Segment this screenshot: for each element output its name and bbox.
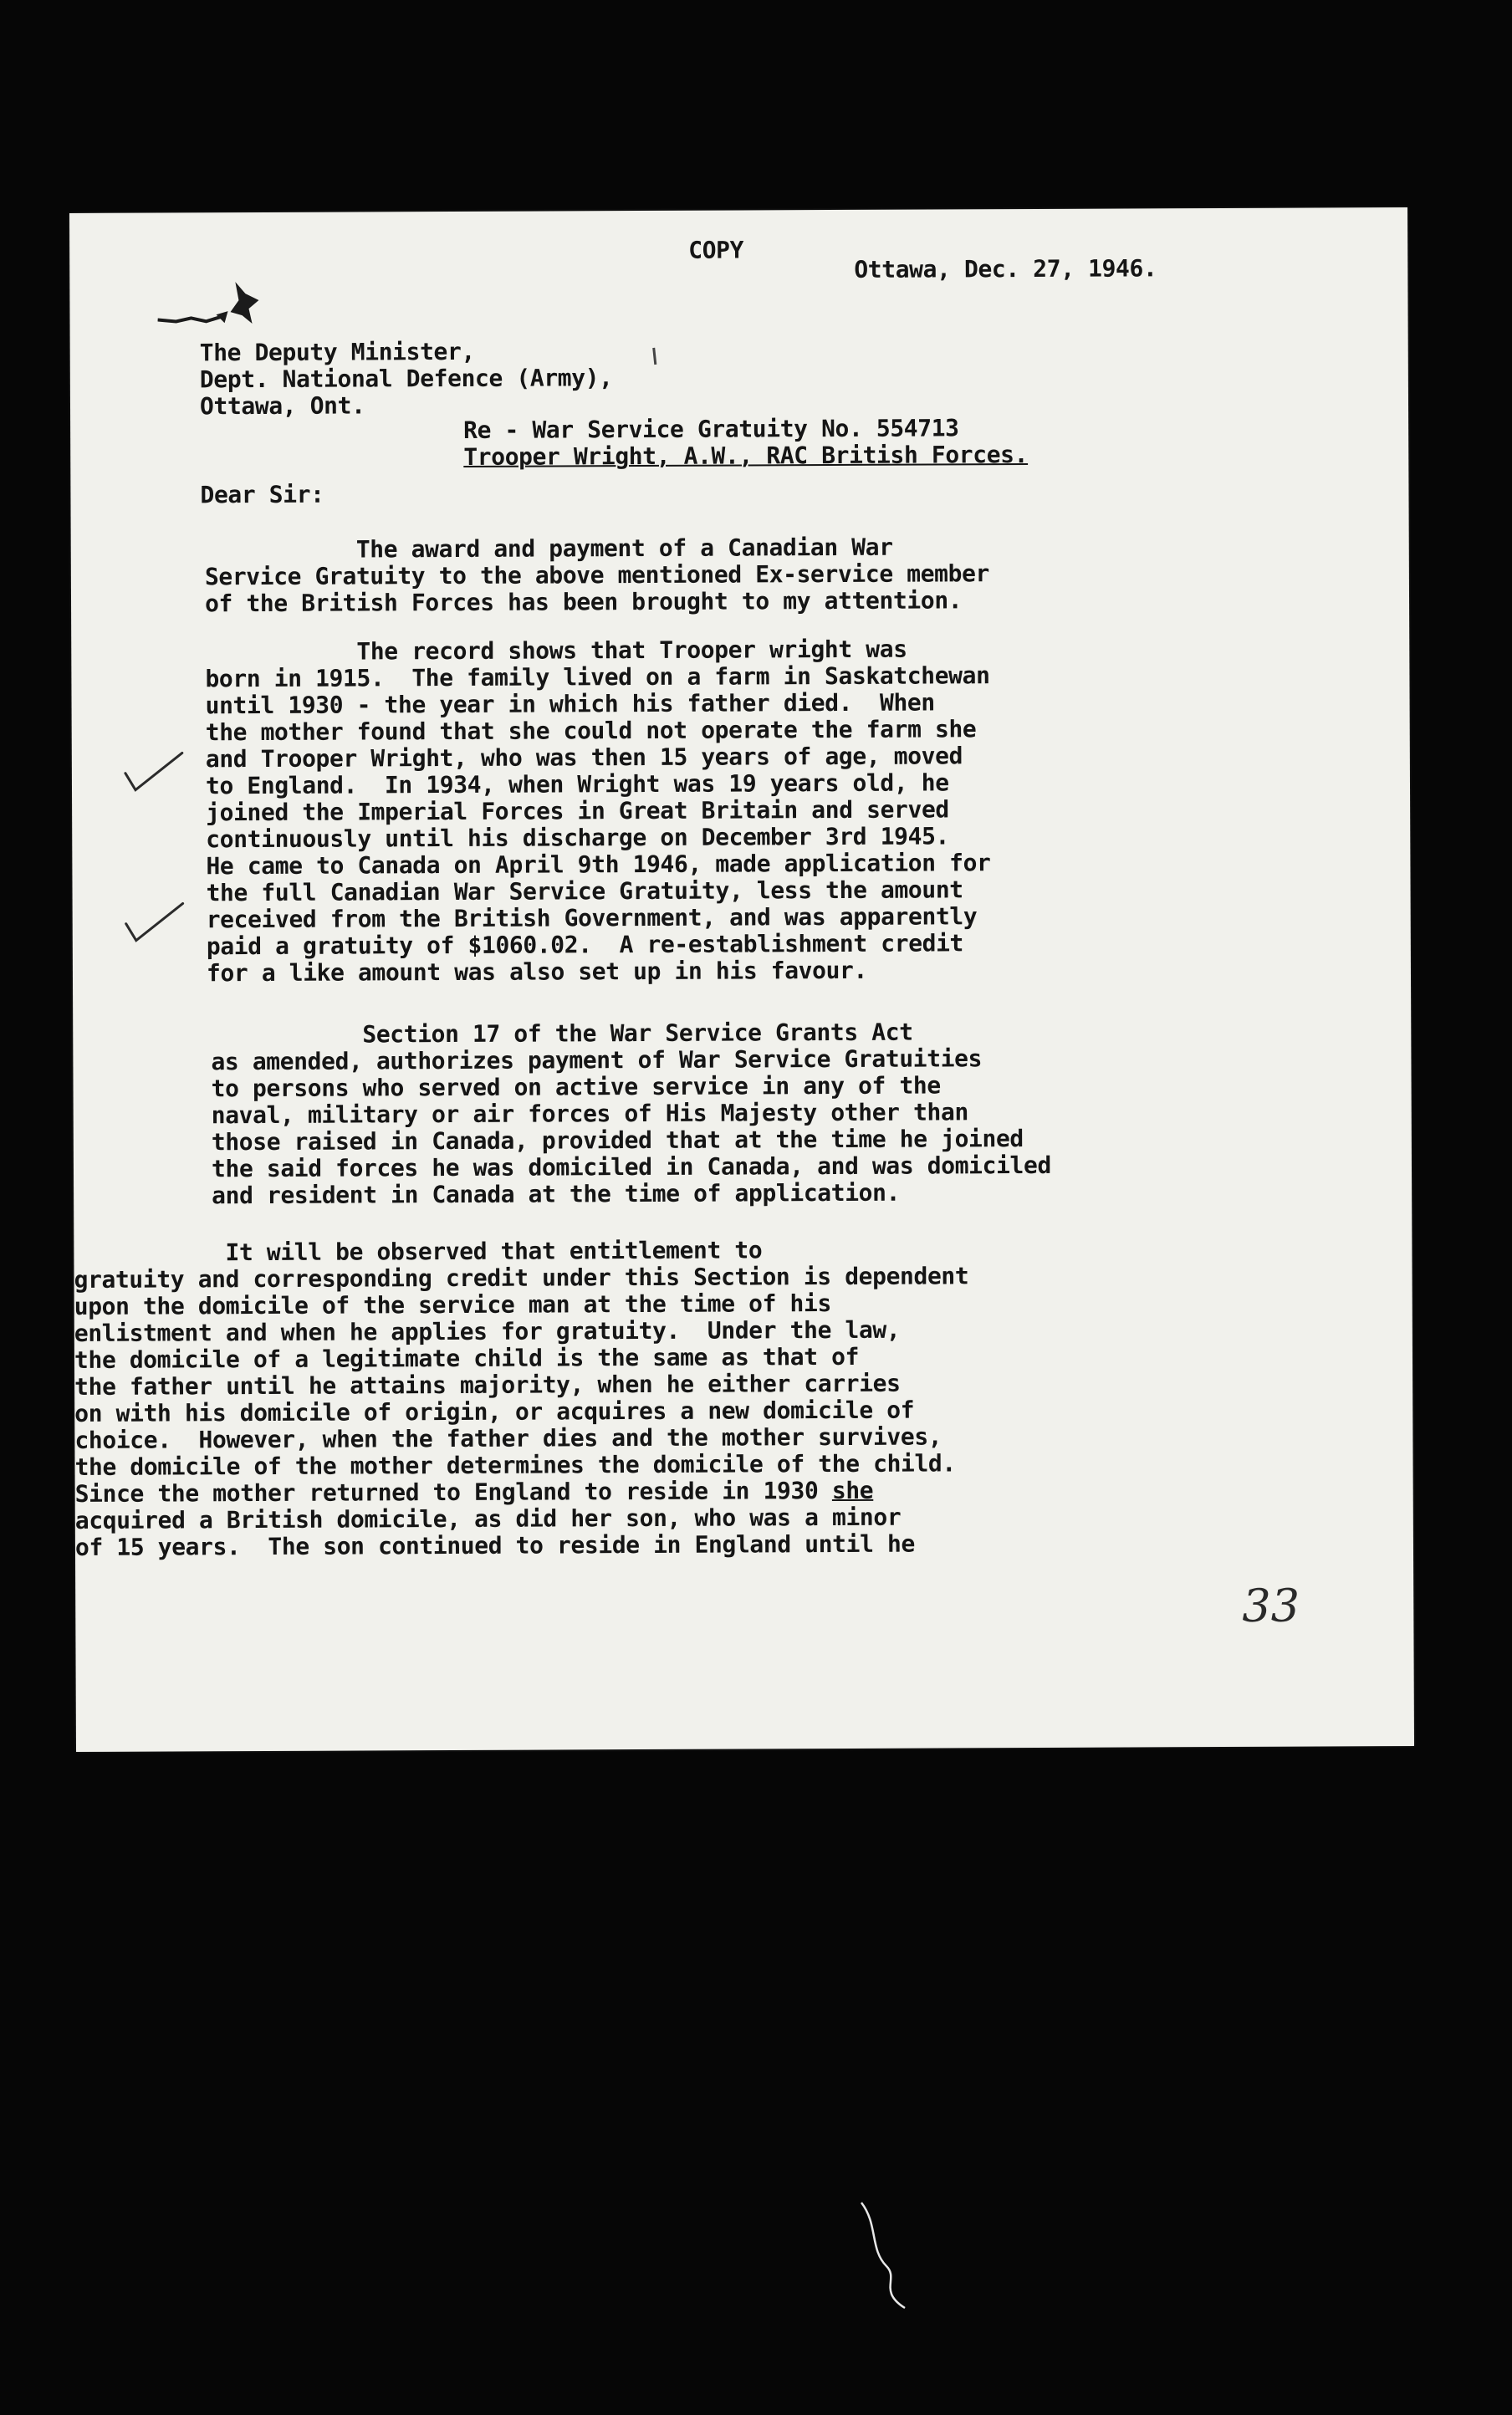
addressee-line: Dept. National Defence (Army), [199, 364, 613, 394]
text-line: naval, military or air forces of His Majesty other than [211, 1098, 968, 1130]
text-line: The record shows that Trooper wright was [205, 635, 907, 666]
text-segment: Since the mother returned to England to reside in 1930 [74, 1477, 832, 1508]
text-line: as amended, authorizes payment of War Service Gratuities [211, 1044, 983, 1076]
text-line: for a like amount was also set up in his favour. [206, 956, 868, 988]
text-line: the domicile of the mother determines the domicile of the child. [74, 1449, 956, 1481]
text-line: enlistment and when he applies for gratuity. Under the law, [74, 1315, 901, 1347]
ink-mark-icon [220, 275, 270, 334]
paragraph-section-17 [211, 1019, 1051, 1209]
addressee-line: Ottawa, Ont. [199, 391, 365, 421]
text-line: until 1930 - the year in which his father died. When [205, 688, 935, 720]
paragraph-domicile [74, 1236, 969, 1561]
text-line: continuously until his discharge on December 3rd 1945. [206, 822, 950, 854]
text-line: and resident in Canada at the time of application. [212, 1178, 901, 1210]
text-line: The award and payment of a Canadian War [204, 533, 893, 564]
subject-line-underlined: Trooper Wright, A.W., RAC British Forces. [463, 441, 1029, 471]
dateline: Ottawa, Dec. 27, 1946. [854, 254, 1157, 283]
text-line: received from the British Government, and was apparently [206, 902, 978, 934]
text-line: of the British Forces has been brought to my attention. [204, 586, 963, 618]
text-line: the mother found that she could not operate the farm she [205, 715, 977, 747]
text-line: It will be observed that entitlement to [74, 1236, 763, 1267]
subject-block [463, 415, 1028, 471]
text-line: those raised in Canada, provided that at the time he joined [211, 1125, 1024, 1156]
text-line: the father until he attains majority, when he either carries [74, 1369, 901, 1401]
text-line: the domicile of a legitimate child is the same as that of [74, 1342, 860, 1374]
text-line: acquired a British domicile, as did her son, who was a minor [74, 1503, 902, 1534]
paragraph-award [205, 534, 989, 617]
text-line: He came to Canada on April 9th 1946, made application for [206, 849, 991, 881]
addressee-block [200, 338, 613, 420]
text-line: the said forces he was domiciled in Canada, and was domiciled [211, 1151, 1051, 1183]
salutation: Dear Sir: [200, 480, 324, 509]
checkmark-icon [122, 748, 189, 798]
text-line: the full Canadian War Service Gratuity, less the amount [206, 876, 963, 907]
subject-line: Re - War Service Gratuity No. 554713 [463, 414, 959, 444]
text-line: joined the Imperial Forces in Great Britain and served [206, 795, 949, 827]
checkmark-icon [123, 898, 190, 948]
text-line: to England. In 1934, when Wright was 19 years old, he [205, 768, 949, 800]
text-line: Service Gratuity to the above mentioned Ex-service member [204, 559, 990, 591]
pencil-mark-icon [647, 345, 664, 370]
text-line: and Trooper Wright, who was then 15 years of age, moved [205, 742, 963, 774]
text-line: born in 1915. The family lived on a farm in Saskatchewan [205, 661, 990, 693]
text-line: of 15 years. The son continued to reside in England until he [74, 1529, 915, 1561]
text-line: paid a gratuity of $1060.02. A re-establishment credit [206, 929, 964, 961]
text-line: to persons who served on active service in any of the [211, 1071, 941, 1103]
text-line: on with his domicile of origin, or acquires a new domicile of [74, 1396, 915, 1427]
copy-mark: COPY [688, 236, 744, 264]
paragraph-record [205, 636, 991, 987]
text-line: gratuity and corresponding credit under this Section is dependent [74, 1262, 969, 1294]
handwritten-folio-number: 33 [1242, 1579, 1300, 1632]
text-line: upon the domicile of the service man at the time of his [74, 1289, 831, 1320]
text-line: Section 17 of the War Service Grants Act [211, 1018, 913, 1049]
addressee-line: The Deputy Minister, [199, 337, 475, 367]
underlined-word: she [831, 1476, 874, 1505]
text-line: choice. However, when the father dies and the mother survives, [74, 1422, 942, 1454]
stray-fiber-icon [853, 2199, 920, 2316]
document-page [69, 207, 1414, 1752]
